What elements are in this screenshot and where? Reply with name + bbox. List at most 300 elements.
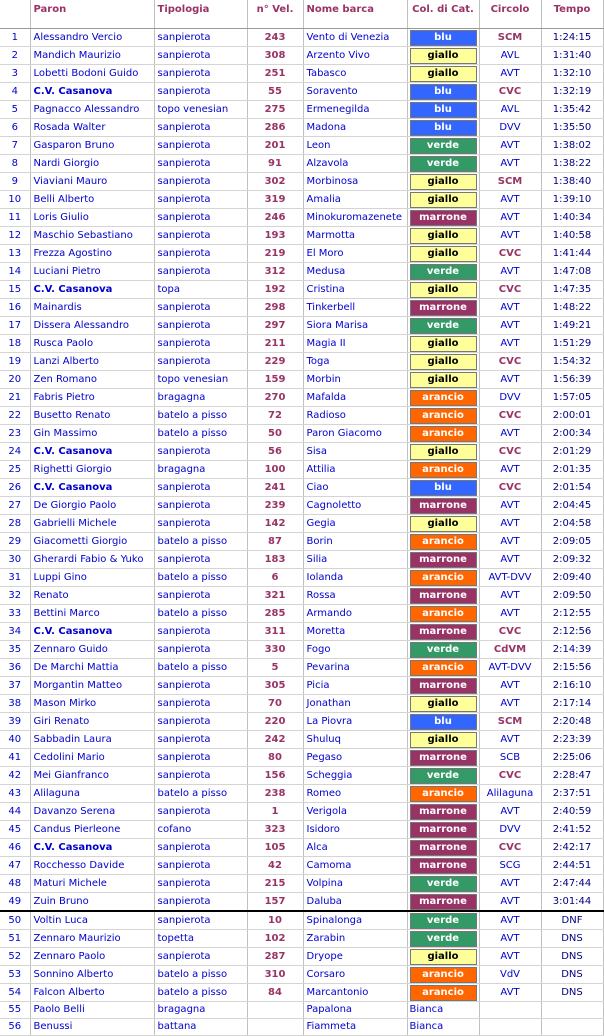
circolo-cell: AVT (479, 984, 541, 1002)
tempo-cell: 2:20:48 (541, 713, 603, 731)
category-cell (407, 263, 479, 281)
category-cell (407, 443, 479, 461)
table-row (0, 569, 603, 587)
boat-name-cell: Tabasco (303, 65, 407, 83)
row-number: 53 (0, 966, 30, 984)
circolo-cell: CdVM (479, 641, 541, 659)
tempo-cell: 2:44:51 (541, 857, 603, 875)
category-badge: verde (410, 931, 477, 947)
row-number: 2 (0, 47, 30, 65)
category-badge: marrone (410, 498, 477, 514)
sail-number-cell: 310 (247, 966, 303, 984)
tipologia-cell: sanpierota (154, 227, 247, 245)
tempo-cell: 3:01:44 (541, 893, 603, 912)
header-cat: Col. di Cat. (407, 0, 479, 29)
sail-number-cell: 241 (247, 479, 303, 497)
category-cell (407, 335, 479, 353)
tipologia-cell: sanpierota (154, 677, 247, 695)
category-badge: verde (410, 318, 477, 334)
paron-cell: Davanzo Serena (30, 803, 154, 821)
category-badge: giallo (410, 174, 477, 190)
tipologia-cell: sanpierota (154, 173, 247, 191)
sail-number-cell: 270 (247, 389, 303, 407)
category-badge: marrone (410, 840, 477, 856)
boat-name-cell: Morbinosa (303, 173, 407, 191)
category-cell (407, 65, 479, 83)
tipologia-cell: sanpierota (154, 713, 247, 731)
tempo-cell: 2:37:51 (541, 785, 603, 803)
tempo-cell: 2:09:50 (541, 587, 603, 605)
tipologia-cell: batelo a pisso (154, 966, 247, 984)
category-cell (407, 461, 479, 479)
boat-name-cell: Camoma (303, 857, 407, 875)
category-cell (407, 281, 479, 299)
table-row (0, 335, 603, 353)
category-badge: arancio (410, 570, 477, 586)
category-badge: marrone (410, 300, 477, 316)
category-cell (407, 659, 479, 677)
sail-number-cell: 1 (247, 803, 303, 821)
category-badge: verde (410, 913, 477, 929)
boat-name-cell: Vento di Venezia (303, 29, 407, 47)
boat-name-cell: Picia (303, 677, 407, 695)
category-badge: arancio (410, 408, 477, 424)
boat-name-cell: Medusa (303, 263, 407, 281)
category-cell (407, 299, 479, 317)
boat-name-cell: Papalona (303, 1002, 407, 1019)
tipologia-cell: topa (154, 281, 247, 299)
circolo-cell: SCM (479, 173, 541, 191)
tipologia-cell: bragagna (154, 389, 247, 407)
paron-cell: Nardi Giorgio (30, 155, 154, 173)
tempo-cell (541, 1002, 603, 1019)
boat-name-cell: Corsaro (303, 966, 407, 984)
sail-number-cell: 142 (247, 515, 303, 533)
header-row (0, 0, 603, 29)
paron-cell: Fabris Pietro (30, 389, 154, 407)
row-number: 6 (0, 119, 30, 137)
paron-cell: Pagnacco Alessandro (30, 101, 154, 119)
sail-number-cell: 183 (247, 551, 303, 569)
category-cell (407, 209, 479, 227)
boat-name-cell: Dryope (303, 948, 407, 966)
circolo-cell: CVC (479, 839, 541, 857)
row-number: 41 (0, 749, 30, 767)
table-row (0, 173, 603, 191)
category-badge: marrone (410, 858, 477, 874)
paron-cell: Dissera Alessandro (30, 317, 154, 335)
category-badge: marrone (410, 822, 477, 838)
circolo-cell: AVT (479, 299, 541, 317)
row-number: 44 (0, 803, 30, 821)
paron-cell: Rocchesso Davide (30, 857, 154, 875)
row-number: 46 (0, 839, 30, 857)
paron-cell: Sonnino Alberto (30, 966, 154, 984)
tipologia-cell: topetta (154, 930, 247, 948)
paron-cell: Alilaguna (30, 785, 154, 803)
table-row (0, 713, 603, 731)
tipologia-cell: sanpierota (154, 353, 247, 371)
paron-cell: De Giorgio Paolo (30, 497, 154, 515)
row-number: 10 (0, 191, 30, 209)
paron-cell: Candus Pierleone (30, 821, 154, 839)
tipologia-cell: sanpierota (154, 731, 247, 749)
category-cell (407, 623, 479, 641)
circolo-cell: AVT (479, 803, 541, 821)
table-row (0, 137, 603, 155)
table-row (0, 785, 603, 803)
category-cell (407, 930, 479, 948)
row-number: 37 (0, 677, 30, 695)
paron-cell: Maschio Sebastiano (30, 227, 154, 245)
boat-name-cell: Ermenegilda (303, 101, 407, 119)
results-body (0, 29, 603, 1036)
table-row (0, 209, 603, 227)
circolo-cell: AVT (479, 515, 541, 533)
table-row (0, 101, 603, 119)
sail-number-cell: 157 (247, 893, 303, 912)
boat-name-cell: Pegaso (303, 749, 407, 767)
boat-name-cell: Pevarina (303, 659, 407, 677)
tipologia-cell: sanpierota (154, 479, 247, 497)
boat-name-cell: Marcantonio (303, 984, 407, 1002)
circolo-cell: CVC (479, 407, 541, 425)
sail-number-cell: 287 (247, 948, 303, 966)
sail-number-cell (247, 1019, 303, 1036)
tipologia-cell: sanpierota (154, 83, 247, 101)
category-badge: blu (410, 714, 477, 730)
row-number: 19 (0, 353, 30, 371)
table-row (0, 893, 603, 912)
tipologia-cell: sanpierota (154, 875, 247, 893)
tipologia-cell: sanpierota (154, 911, 247, 930)
table-row (0, 83, 603, 101)
tipologia-cell: batelo a pisso (154, 605, 247, 623)
category-badge: verde (410, 768, 477, 784)
boat-name-cell: Gegia (303, 515, 407, 533)
sail-number-cell: 42 (247, 857, 303, 875)
tempo-cell: 1:47:08 (541, 263, 603, 281)
sail-number-cell: 193 (247, 227, 303, 245)
circolo-cell: CVC (479, 245, 541, 263)
tempo-cell: 1:39:10 (541, 191, 603, 209)
category-cell (407, 695, 479, 713)
row-number: 55 (0, 1002, 30, 1019)
row-number: 23 (0, 425, 30, 443)
tempo-cell: 2:09:40 (541, 569, 603, 587)
tempo-cell: 2:42:17 (541, 839, 603, 857)
table-row (0, 966, 603, 984)
row-number: 9 (0, 173, 30, 191)
tempo-cell: 1:32:19 (541, 83, 603, 101)
boat-name-cell: Cristina (303, 281, 407, 299)
table-row (0, 587, 603, 605)
circolo-cell: Alilaguna (479, 785, 541, 803)
paron-cell: Luciani Pietro (30, 263, 154, 281)
category-badge: verde (410, 876, 477, 892)
circolo-cell: AVT (479, 191, 541, 209)
circolo-cell: AVT (479, 875, 541, 893)
row-number: 18 (0, 335, 30, 353)
table-row (0, 948, 603, 966)
sail-number-cell: 211 (247, 335, 303, 353)
category-badge: marrone (410, 552, 477, 568)
table-row (0, 821, 603, 839)
tipologia-cell: sanpierota (154, 551, 247, 569)
row-number: 49 (0, 893, 30, 912)
category-cell (407, 533, 479, 551)
table-row (0, 911, 603, 930)
tempo-cell: 2:23:39 (541, 731, 603, 749)
row-number: 54 (0, 984, 30, 1002)
paron-cell: Gabrielli Michele (30, 515, 154, 533)
table-row (0, 407, 603, 425)
sail-number-cell: 238 (247, 785, 303, 803)
tempo-cell: 2:01:35 (541, 461, 603, 479)
tempo-cell: 2:04:58 (541, 515, 603, 533)
circolo-cell: AVT (479, 137, 541, 155)
tipologia-cell: sanpierota (154, 623, 247, 641)
table-row (0, 263, 603, 281)
tempo-cell: 1:41:44 (541, 245, 603, 263)
sail-number-cell: 229 (247, 353, 303, 371)
tipologia-cell: sanpierota (154, 893, 247, 912)
boat-name-cell: Moretta (303, 623, 407, 641)
table-row (0, 749, 603, 767)
circolo-cell: AVT (479, 65, 541, 83)
category-badge: arancio (410, 985, 477, 1001)
row-number: 12 (0, 227, 30, 245)
table-row (0, 299, 603, 317)
boat-name-cell: Silia (303, 551, 407, 569)
table-row (0, 227, 603, 245)
circolo-cell: AVT (479, 911, 541, 930)
boat-name-cell: Volpina (303, 875, 407, 893)
row-number: 17 (0, 317, 30, 335)
boat-name-cell: Soravento (303, 83, 407, 101)
category-badge: giallo (410, 372, 477, 388)
table-row (0, 65, 603, 83)
category-badge: giallo (410, 48, 477, 64)
tempo-cell: 2:16:10 (541, 677, 603, 695)
category-cell (407, 857, 479, 875)
row-number: 3 (0, 65, 30, 83)
category-cell (407, 497, 479, 515)
table-row (0, 659, 603, 677)
tempo-cell: 1:48:22 (541, 299, 603, 317)
boat-name-cell: Iolanda (303, 569, 407, 587)
row-number: 24 (0, 443, 30, 461)
category-cell (407, 803, 479, 821)
paron-cell: Cedolini Mario (30, 749, 154, 767)
tempo-cell: 2:12:55 (541, 605, 603, 623)
tipologia-cell: sanpierota (154, 137, 247, 155)
circolo-cell: AVT (479, 893, 541, 912)
sail-number-cell: 84 (247, 984, 303, 1002)
header-tipologia: Tipologia (154, 0, 247, 29)
sail-number-cell: 100 (247, 461, 303, 479)
sail-number-cell: 10 (247, 911, 303, 930)
tipologia-cell: sanpierota (154, 749, 247, 767)
tempo-cell: 1:24:15 (541, 29, 603, 47)
boat-name-cell: Zarabin (303, 930, 407, 948)
category-badge: arancio (410, 786, 477, 802)
sail-number-cell: 243 (247, 29, 303, 47)
paron-cell: Paolo Belli (30, 1002, 154, 1019)
table-row (0, 1002, 603, 1019)
boat-name-cell: Borin (303, 533, 407, 551)
tipologia-cell: sanpierota (154, 948, 247, 966)
sail-number-cell (247, 1002, 303, 1019)
header-barca: Nome barca (303, 0, 407, 29)
category-badge: arancio (410, 462, 477, 478)
circolo-cell: CVC (479, 443, 541, 461)
category-cell (407, 948, 479, 966)
table-row (0, 461, 603, 479)
row-number: 1 (0, 29, 30, 47)
category-cell (407, 839, 479, 857)
tipologia-cell: batelo a pisso (154, 407, 247, 425)
category-cell (407, 821, 479, 839)
category-badge: blu (410, 480, 477, 496)
circolo-cell: CVC (479, 281, 541, 299)
circolo-cell: CVC (479, 767, 541, 785)
row-number: 42 (0, 767, 30, 785)
category-cell (407, 749, 479, 767)
category-badge: giallo (410, 66, 477, 82)
tempo-cell: 1:38:02 (541, 137, 603, 155)
tempo-cell: 2:12:56 (541, 623, 603, 641)
tipologia-cell: bragagna (154, 1002, 247, 1019)
category-badge: arancio (410, 660, 477, 676)
category-cell (407, 731, 479, 749)
circolo-cell: SCM (479, 713, 541, 731)
tipologia-cell: batelo a pisso (154, 425, 247, 443)
tempo-cell: 1:47:35 (541, 281, 603, 299)
table-row (0, 47, 603, 65)
category-cell (407, 587, 479, 605)
boat-name-cell: El Moro (303, 245, 407, 263)
tipologia-cell: batelo a pisso (154, 785, 247, 803)
paron-cell: Rusca Paolo (30, 335, 154, 353)
table-row (0, 839, 603, 857)
tipologia-cell: sanpierota (154, 191, 247, 209)
table-row (0, 191, 603, 209)
boat-name-cell: Leon (303, 137, 407, 155)
row-number: 25 (0, 461, 30, 479)
paron-cell: Frezza Agostino (30, 245, 154, 263)
tipologia-cell: sanpierota (154, 857, 247, 875)
category-badge: marrone (410, 678, 477, 694)
sail-number-cell: 220 (247, 713, 303, 731)
sail-number-cell: 308 (247, 47, 303, 65)
tipologia-cell: sanpierota (154, 443, 247, 461)
sail-number-cell: 80 (247, 749, 303, 767)
boat-name-cell: Scheggia (303, 767, 407, 785)
tipologia-cell: sanpierota (154, 767, 247, 785)
paron-cell: Righetti Giorgio (30, 461, 154, 479)
sail-number-cell: 242 (247, 731, 303, 749)
circolo-cell: AVT (479, 155, 541, 173)
circolo-cell: AVT (479, 677, 541, 695)
sail-number-cell: 285 (247, 605, 303, 623)
row-number: 16 (0, 299, 30, 317)
paron-cell: Zennaro Guido (30, 641, 154, 659)
tempo-cell: 2:14:39 (541, 641, 603, 659)
sail-number-cell: 102 (247, 930, 303, 948)
paron-cell: Maturi Michele (30, 875, 154, 893)
category-badge: blu (410, 120, 477, 136)
tempo-cell: 1:32:10 (541, 65, 603, 83)
tipologia-cell: sanpierota (154, 119, 247, 137)
paron-cell: Benussi (30, 1019, 154, 1036)
header-vel: n° Vel. (247, 0, 303, 29)
tempo-cell: 2:47:44 (541, 875, 603, 893)
sail-number-cell: 5 (247, 659, 303, 677)
category-cell (407, 191, 479, 209)
category-cell (407, 317, 479, 335)
paron-cell: Belli Alberto (30, 191, 154, 209)
category-cell (407, 101, 479, 119)
paron-cell: Viaviani Mauro (30, 173, 154, 191)
row-number: 21 (0, 389, 30, 407)
circolo-cell: AVT (479, 317, 541, 335)
boat-name-cell: Madona (303, 119, 407, 137)
boat-name-cell: Spinalonga (303, 911, 407, 930)
paron-cell: Voltin Luca (30, 911, 154, 930)
category-badge: giallo (410, 354, 477, 370)
boat-name-cell: Siora Marisa (303, 317, 407, 335)
category-cell (407, 966, 479, 984)
category-cell (407, 605, 479, 623)
paron-cell: De Marchi Mattia (30, 659, 154, 677)
circolo-cell: AVT (479, 209, 541, 227)
boat-name-cell: La Piovra (303, 713, 407, 731)
row-number: 45 (0, 821, 30, 839)
tipologia-cell: bragagna (154, 461, 247, 479)
category-cell (407, 515, 479, 533)
circolo-cell: VdV (479, 966, 541, 984)
tempo-cell: 2:00:01 (541, 407, 603, 425)
circolo-cell: AVT (479, 497, 541, 515)
row-number: 29 (0, 533, 30, 551)
category-badge: arancio (410, 390, 477, 406)
boat-name-cell: Minokuromazenete (303, 209, 407, 227)
boat-name-cell: Isidoro (303, 821, 407, 839)
boat-name-cell: Morbin (303, 371, 407, 389)
table-row (0, 1019, 603, 1036)
tempo-cell: 1:56:39 (541, 371, 603, 389)
sail-number-cell: 311 (247, 623, 303, 641)
boat-name-cell: Amalia (303, 191, 407, 209)
circolo-cell: AVT-DVV (479, 659, 541, 677)
paron-cell: C.V. Casanova (30, 443, 154, 461)
category-badge: giallo (410, 949, 477, 965)
tempo-cell: 1:35:42 (541, 101, 603, 119)
paron-cell: Zuin Bruno (30, 893, 154, 912)
sail-number-cell: 330 (247, 641, 303, 659)
circolo-cell: AVT (479, 371, 541, 389)
paron-cell: Gasparon Bruno (30, 137, 154, 155)
row-number: 13 (0, 245, 30, 263)
row-number: 34 (0, 623, 30, 641)
tipologia-cell: sanpierota (154, 29, 247, 47)
row-number: 36 (0, 659, 30, 677)
tempo-cell: 2:28:47 (541, 767, 603, 785)
category-badge: giallo (410, 732, 477, 748)
category-cell (407, 425, 479, 443)
row-number: 14 (0, 263, 30, 281)
